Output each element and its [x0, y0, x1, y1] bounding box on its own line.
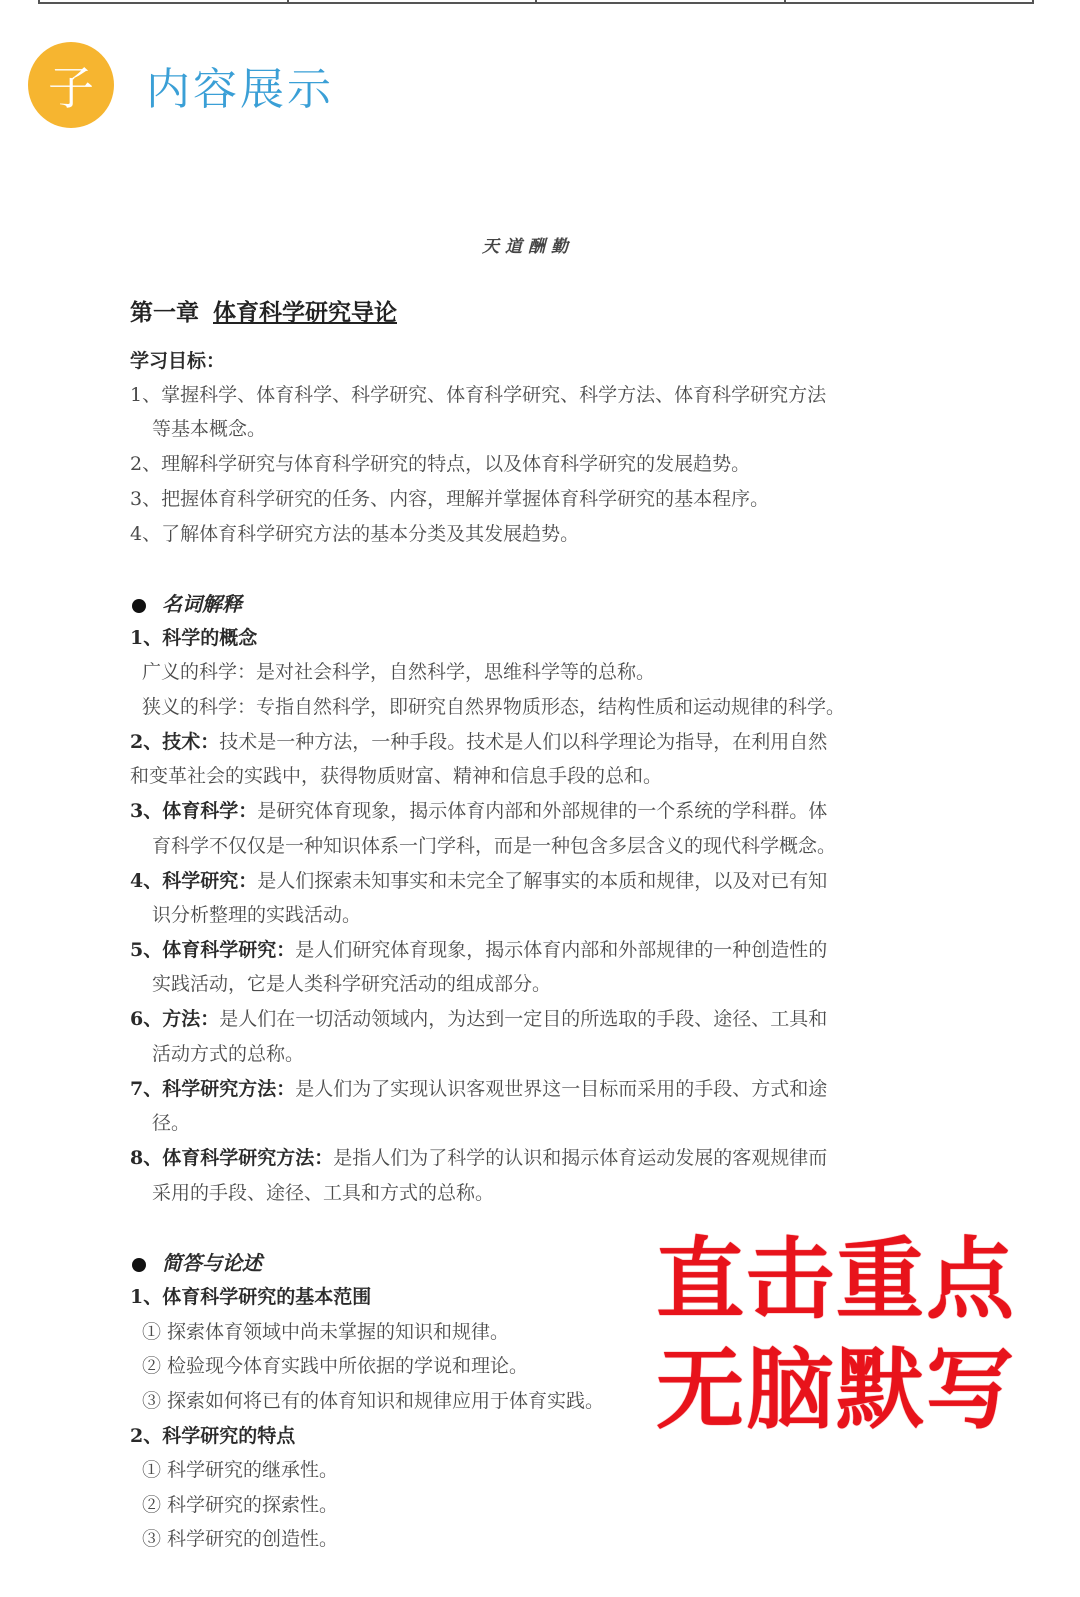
- qa-text: ③ 探索如何将已有的体育知识和规律应用于体育实践。: [142, 1390, 605, 1412]
- qa-heading-label: 简答与论述: [162, 1251, 262, 1275]
- term-line: [152, 1039, 304, 1066]
- section-header: [28, 42, 334, 128]
- section-badge: 子: [28, 42, 114, 128]
- terms-heading: [132, 588, 242, 617]
- overlay-line-1: 直击重点: [656, 1228, 1017, 1331]
- goal-line: 4、了解体育科学研究方法的基本分类及其发展趋势。: [130, 523, 580, 545]
- top-table-fragment: [38, 0, 1034, 4]
- goal-line: 等基本概念。: [152, 418, 267, 440]
- term-line: [130, 935, 827, 962]
- qa-line: [142, 1317, 509, 1344]
- term-text: 技术是一种方法，一种手段。技术是人们以科学理论为指导，在利用自然: [219, 731, 828, 753]
- section-title: 内容展示: [146, 64, 334, 115]
- term-text: 是人们探索未知事实和未完全了解事实的本质和规律，以及对已有知: [257, 870, 828, 892]
- term-text: 是人们在一切活动领域内，为达到一定目的所选取的手段、途径、工具和: [219, 1008, 828, 1030]
- term-text: 育科学不仅仅是一种知识体系一门学科，而是一种包含多层含义的现代科学概念。: [152, 835, 837, 857]
- terms-heading-label: 名词解释: [162, 592, 242, 616]
- term-text: 是指人们为了科学的认识和揭示体育运动发展的客观规律而: [333, 1147, 828, 1169]
- term-line: [152, 1178, 494, 1205]
- term-text: 是研究体育现象，揭示体育内部和外部规律的一个系统的学科群。体: [257, 800, 828, 822]
- qa-line: [142, 1386, 604, 1413]
- bullet-dot-icon: [132, 1258, 146, 1272]
- term-head: 6、方法：: [130, 1008, 220, 1030]
- term-line: [130, 866, 827, 893]
- term-head: 1、科学的概念: [130, 627, 258, 649]
- term-text: 是人们为了实现认识客观世界这一目标而采用的手段、方式和途: [295, 1078, 828, 1100]
- term-text: 径。: [152, 1112, 191, 1134]
- qa-heading: [132, 1247, 262, 1276]
- term-line: [130, 727, 827, 754]
- term-line: [152, 831, 836, 858]
- table-cell: [40, 0, 289, 2]
- term-line: [130, 1004, 827, 1031]
- qa-line: [130, 1421, 295, 1448]
- term-head: 3、体育科学：: [130, 800, 258, 822]
- qa-line: [142, 1351, 528, 1378]
- term-line: [130, 796, 827, 823]
- term-text: 和变革社会的实践中，获得物质财富、精神和信息手段的总和。: [130, 765, 663, 787]
- term-head: 2、技术：: [130, 731, 220, 753]
- term-line: [142, 692, 845, 719]
- term-head: 5、体育科学研究：: [130, 939, 296, 961]
- term-line: [152, 900, 361, 927]
- qa-head: 1、体育科学研究的基本范围: [130, 1286, 372, 1308]
- qa-text: ② 科学研究的探索性。: [142, 1494, 339, 1516]
- qa-line: [130, 1282, 371, 1309]
- term-text: 实践活动，它是人类科学研究活动的组成部分。: [152, 973, 552, 995]
- document-header-mark: 天道酬勤: [482, 237, 574, 257]
- qa-line: [142, 1524, 338, 1551]
- term-line: [130, 623, 257, 650]
- qa-line: [142, 1455, 338, 1482]
- term-text: 识分析整理的实践活动。: [152, 904, 362, 926]
- table-cell: [537, 0, 786, 2]
- chapter-prefix: 第一章: [130, 299, 199, 326]
- bullet-dot-icon: [132, 599, 146, 613]
- chapter-title: [130, 294, 397, 327]
- goal-line: 2、理解科学研究与体育科学研究的特点，以及体育科学研究的发展趋势。: [130, 453, 751, 475]
- goal-line: 1、掌握科学、体育科学、科学研究、体育科学研究、科学方法、体育科学研究方法: [130, 384, 827, 406]
- term-text: 狭义的科学：专指自然科学，即研究自然界物质形态，结构性质和运动规律的科学。: [142, 696, 846, 718]
- goals-heading: 学习目标：: [130, 350, 226, 372]
- term-text: 广义的科学：是对社会科学，自然科学，思维科学等的总称。: [142, 661, 656, 683]
- term-line: [152, 1108, 190, 1135]
- qa-text: ② 检验现今体育实践中所依据的学说和理论。: [142, 1355, 529, 1377]
- term-text: 活动方式的总称。: [152, 1043, 305, 1065]
- chapter-name: 体育科学研究导论: [213, 299, 397, 326]
- qa-text: ③ 科学研究的创造性。: [142, 1528, 339, 1550]
- qa-text: ① 探索体育领域中尚未掌握的知识和规律。: [142, 1321, 510, 1343]
- term-line: [152, 969, 551, 996]
- term-line: [142, 657, 655, 684]
- table-cell: [289, 0, 538, 2]
- qa-head: 2、科学研究的特点: [130, 1425, 296, 1447]
- qa-line: [142, 1490, 338, 1517]
- term-head: 8、体育科学研究方法：: [130, 1147, 334, 1169]
- term-text: 是人们研究体育现象，揭示体育内部和外部规律的一种创造性的: [295, 939, 828, 961]
- term-line: [130, 1143, 827, 1170]
- term-text: 采用的手段、途径、工具和方式的总称。: [152, 1182, 495, 1204]
- term-head: 7、科学研究方法：: [130, 1078, 296, 1100]
- term-line: [130, 761, 662, 788]
- qa-text: ① 科学研究的继承性。: [142, 1459, 339, 1481]
- term-line: [130, 1074, 827, 1101]
- goal-line: 3、把握体育科学研究的任务、内容，理解并掌握体育科学研究的基本程序。: [130, 488, 770, 510]
- overlay-line-2: 无脑默写: [656, 1338, 1017, 1441]
- table-cell: [786, 0, 1033, 2]
- term-head: 4、科学研究：: [130, 870, 258, 892]
